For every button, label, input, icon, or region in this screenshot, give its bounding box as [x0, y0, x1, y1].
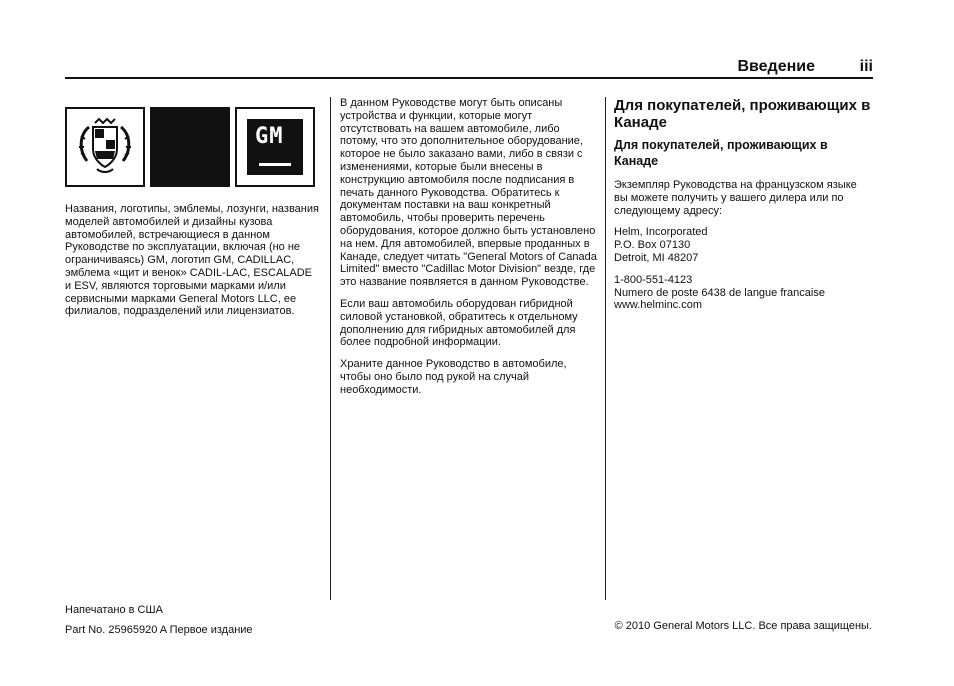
phone-number: 1-800-551-4123 [614, 273, 693, 286]
column-divider [330, 97, 331, 600]
website-link[interactable]: www.helminc.com [614, 299, 703, 312]
part-number: Part No. 25965920 A Первое издание [65, 624, 253, 636]
page-header [65, 58, 873, 78]
canada-subheading: Для покупателей, проживающих в Канаде [614, 138, 828, 168]
extension-text: Numero de poste 6438 de langue francaise [614, 286, 825, 299]
gm-logo-text: GM [255, 124, 284, 149]
address-block [614, 226, 872, 264]
address-line: Helm, Incorporated [614, 226, 708, 239]
header-rule [65, 77, 873, 79]
black-square [150, 107, 230, 187]
printed-in: Напечатано в США [65, 604, 163, 616]
column-canada [614, 97, 872, 321]
paragraph-keep-manual: Храните данное Руководство в автомобиле, чтобы оно было под рукой на случай необходимости. [340, 358, 567, 396]
trademark-notice: Названия, логотипы, эмблемы, лозунги, названия моделей автомобилей и дизайны кузова автомобилей, встречающиеся в данном Руководстве по эксплуатации, включая (но не ограничиваясь) GM, логотип GM, CADILLAC, эмблема «щит и венок» CADIL-LAC, ESCALADE и ESV, являются торговыми марками и/или сервисными марками General Motors LLC, ее филиалов, подразделений или лицензиатов. [65, 203, 319, 318]
column-divider [605, 97, 606, 600]
logo-row [65, 107, 320, 187]
column-general-info [340, 97, 598, 406]
section-title: Введение [737, 58, 815, 75]
gm-logo [235, 107, 315, 187]
canada-heading: Для покупателей, проживающих в Канаде [614, 97, 871, 131]
address-line: Detroit, MI 48207 [614, 251, 699, 264]
cadillac-crest-logo [65, 107, 145, 187]
contact-block [614, 274, 872, 312]
french-manual-text: Экземпляр Руководства на французском языке вы можете получить у вашего дилера или по следующему адресу: [614, 179, 857, 217]
paragraph-equipment: В данном Руководстве могут быть описаны устройства и функции, которые могут отсутствовать на вашем автомобиле, либо потому, что это дополнительное оборудование, которое не было заказано вами, либо в связи с изменениями, которые были внесены в конструкцию автомобиля после подписания в печать данного Руководства. Обратитесь к документам поставки на ваш конкретный автомобиль, чтобы проверить перечень оборудования, которое должно быть установлено на нем. Для автомобилей, впервые проданных в Канаде, следует читать "General Motors of Canada Limited" вместо "Cadillac Motor Division" везде, где это название появляется в данном Руководстве. [340, 97, 597, 289]
paragraph-hybrid: Если ваш автомобиль оборудован гибридной силовой установкой, обратитесь к отдельному дополнению для гибридных автомобилей для более подробной информации. [340, 297, 578, 349]
address-line: P.O. Box 07130 [614, 239, 691, 252]
column-trademarks [65, 107, 320, 327]
copyright: © 2010 General Motors LLC. Все права защищены. [614, 620, 872, 632]
page-number: iii [859, 58, 873, 75]
